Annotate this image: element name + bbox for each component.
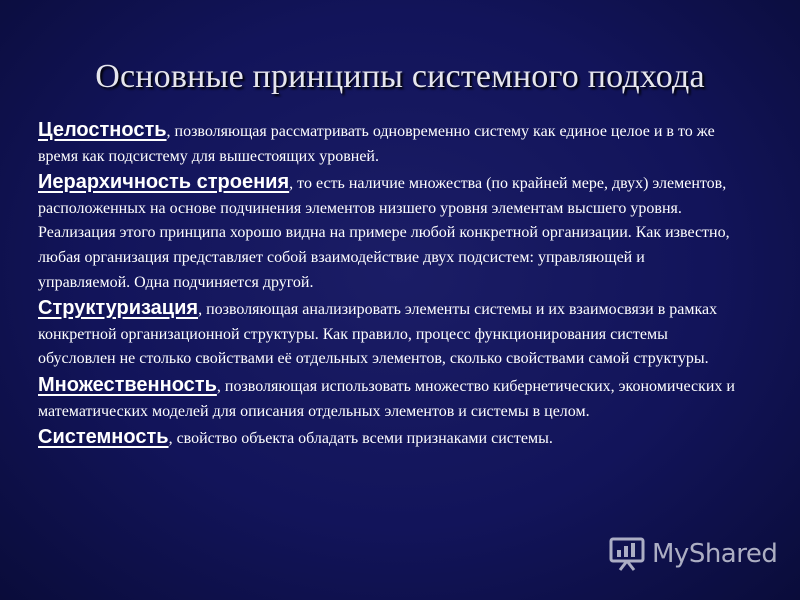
- principle-paragraph: [38, 425, 738, 452]
- principle-term: Структуризация: [38, 297, 199, 320]
- principle-paragraph: [38, 296, 738, 372]
- watermark-text: MyShared: [652, 539, 778, 569]
- principle-paragraph: [38, 118, 738, 169]
- principle-term: Множественность: [38, 373, 217, 396]
- principle-paragraph: [38, 373, 738, 424]
- principle-paragraph: [38, 170, 738, 295]
- principle-text: , позволяющая рассматривать одновременно систему как единое целое и в то же время как подсистему для вышестоящих уровней.: [38, 123, 715, 165]
- principle-text: , свойство объекта обладать всеми признаками системы.: [168, 430, 553, 448]
- watermark-logo: [608, 534, 777, 574]
- principle-text: , позволяющая анализировать элементы системы и их взаимосвязи в рамках конкретной организационной структуры. Как правило, процесс функционирования системы обусловлен не столько свойствами её отдельных элементов, сколько свойствами самой структуры.: [38, 301, 718, 368]
- slide-content: [38, 118, 738, 453]
- slide-title: Основные принципы системного подхода: [95, 58, 705, 95]
- principle-term: Иерархичность строения: [38, 171, 290, 194]
- presentation-board-icon: [608, 535, 646, 573]
- principle-text: , позволяющая использовать множество кибернетических, экономических и математических моделей для описания отдельных элементов и системы в целом.: [38, 377, 735, 420]
- principle-term: Целостность: [38, 119, 167, 141]
- principle-term: Системность: [38, 426, 169, 449]
- principle-text: , то есть наличие множества (по крайней мере, двух) элементов, расположенных на основе подчинения элементов низшего уровня элементам высшего уровня. Реализация этого принципа хорошо видна на примере любой конкретной организации. Как известно, любая организация представляет собой взаимодействие двух подсистем: управляющей и управляемой. Одна подчиняется другой.: [38, 175, 730, 291]
